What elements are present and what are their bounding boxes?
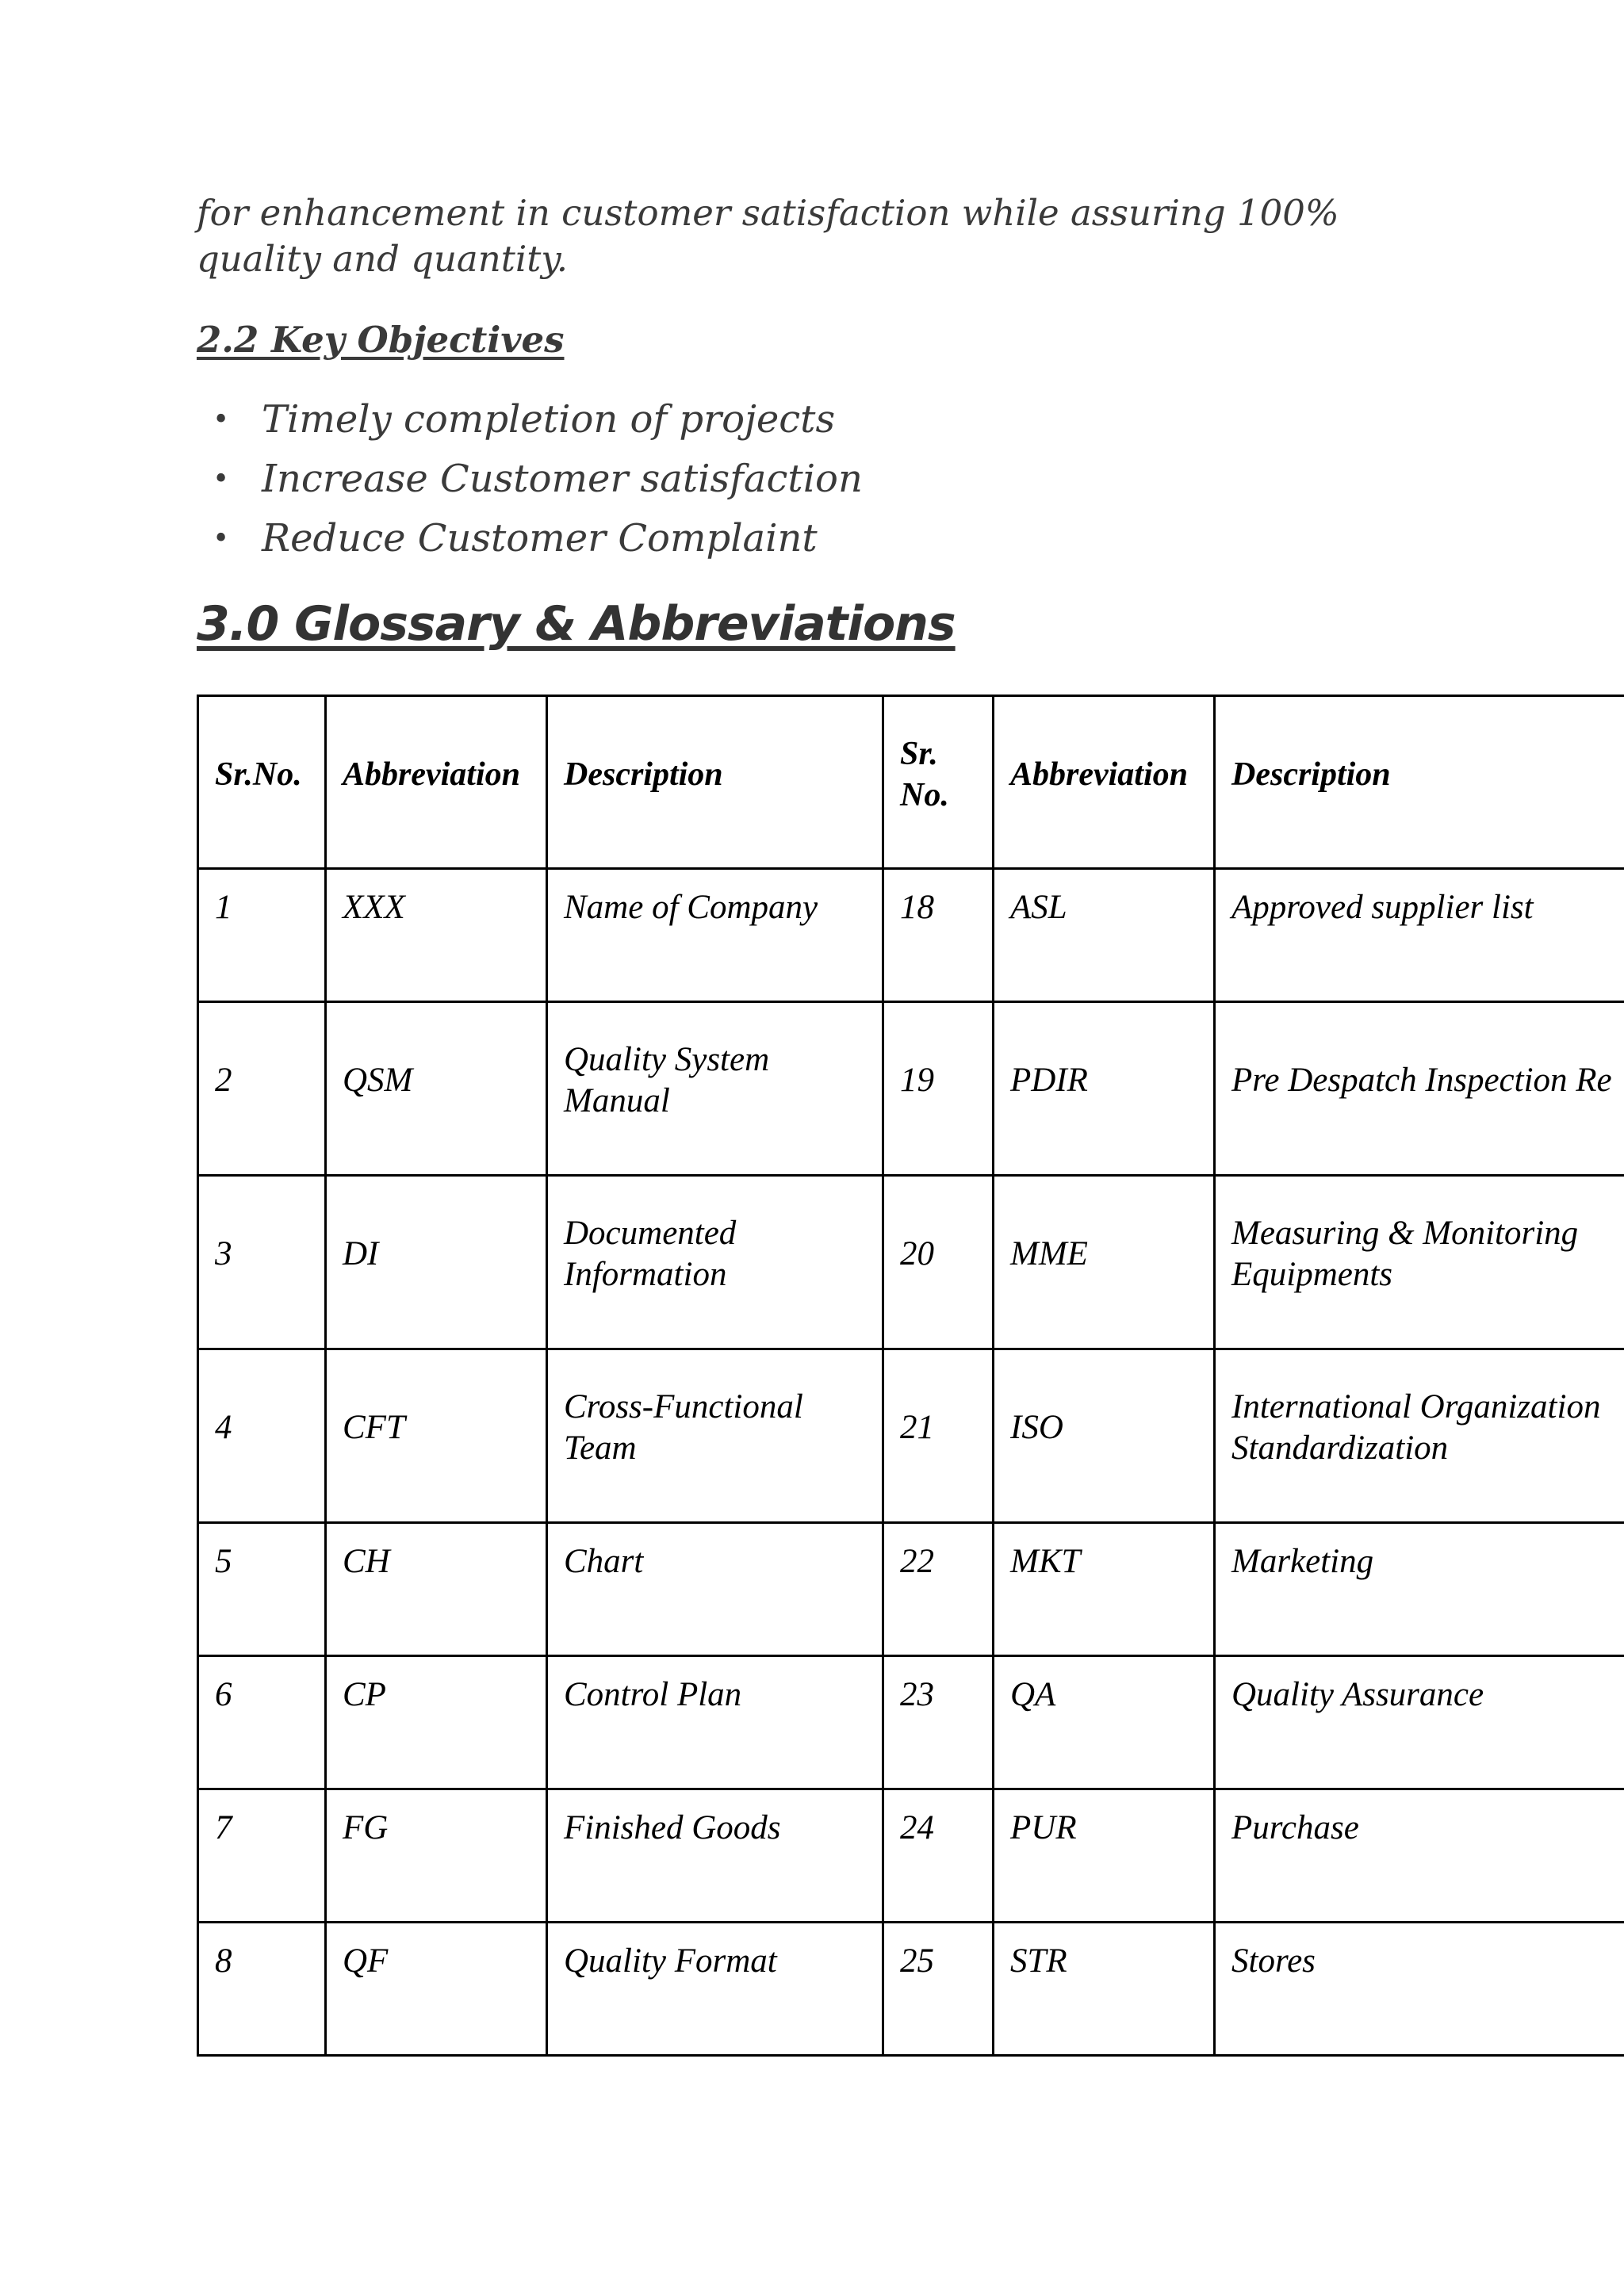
cell-sr-no: 8 (198, 1923, 326, 2056)
glossary-heading: 3.0 Glossary & Abbreviations (197, 596, 956, 652)
cell-description: Finished Goods (547, 1789, 883, 1923)
cell-abbreviation: QF (326, 1923, 547, 2056)
cell-sr-no: 1 (198, 869, 326, 1002)
cell-sr-no: 5 (198, 1523, 326, 1656)
cell-abbreviation-2: ISO (994, 1349, 1215, 1523)
cell-description-2: Measuring & Monitoring Equipments (1215, 1176, 1624, 1349)
cell-sr-no: 4 (198, 1349, 326, 1523)
cell-description: Quality System Manual (547, 1002, 883, 1176)
cell-sr-no-2: 19 (883, 1002, 994, 1176)
cell-description: Chart (547, 1523, 883, 1656)
bullet-icon: • (213, 463, 230, 496)
objective-text: Timely completion of projects (262, 397, 836, 442)
glossary-table-container (197, 695, 1624, 2058)
cell-sr-no-2: 25 (883, 1923, 994, 2056)
table-row (198, 1176, 1624, 1349)
objective-text: Reduce Customer Complaint (262, 516, 818, 561)
header-sr-no: Sr.No. (198, 696, 326, 869)
header-description-2: Description (1215, 696, 1624, 869)
cell-sr-no: 6 (198, 1656, 326, 1789)
cell-sr-no: 3 (198, 1176, 326, 1349)
cell-sr-no-2: 21 (883, 1349, 994, 1523)
header-description: Description (547, 696, 883, 869)
cell-abbreviation-2: STR (994, 1923, 1215, 2056)
table-row (198, 1349, 1624, 1523)
cell-sr-no: 7 (198, 1789, 326, 1923)
cell-abbreviation: FG (326, 1789, 547, 1923)
cell-sr-no-2: 20 (883, 1176, 994, 1349)
table-row (198, 1523, 1624, 1656)
table-row (198, 1923, 1624, 2056)
cell-abbreviation-2: PUR (994, 1789, 1215, 1923)
list-item (197, 390, 863, 450)
cell-abbreviation-2: MKT (994, 1523, 1215, 1656)
list-item (197, 509, 863, 568)
header-abbreviation: Abbreviation (326, 696, 547, 869)
table-header-row (198, 696, 1624, 869)
cell-description: Control Plan (547, 1656, 883, 1789)
cell-description: Cross-Functional Team (547, 1349, 883, 1523)
bullet-icon: • (213, 522, 230, 555)
cell-abbreviation: CP (326, 1656, 547, 1789)
cell-abbreviation-2: QA (994, 1656, 1215, 1789)
cell-description-2: Stores (1215, 1923, 1624, 2056)
cell-sr-no: 2 (198, 1002, 326, 1176)
table-row (198, 1002, 1624, 1176)
glossary-table (197, 695, 1624, 2057)
header-abbreviation-2: Abbreviation (994, 696, 1215, 869)
intro-paragraph: for enhancement in customer satisfaction while assuring 100% quality and quantity. (197, 192, 1339, 280)
cell-abbreviation-2: ASL (994, 869, 1215, 1002)
key-objectives-heading: 2.2 Key Objectives (197, 319, 565, 361)
cell-abbreviation: XXX (326, 869, 547, 1002)
table-row (198, 1656, 1624, 1789)
cell-description-2: Pre Despatch Inspection Re (1215, 1002, 1624, 1176)
objective-text: Increase Customer satisfaction (262, 457, 863, 501)
cell-abbreviation: DI (326, 1176, 547, 1349)
list-item (197, 450, 863, 509)
bullet-icon: • (213, 404, 230, 436)
header-sr-no-2: Sr. No. (883, 696, 994, 869)
cell-sr-no-2: 22 (883, 1523, 994, 1656)
cell-description-2: Quality Assurance (1215, 1656, 1624, 1789)
cell-sr-no-2: 18 (883, 869, 994, 1002)
cell-description: Name of Company (547, 869, 883, 1002)
cell-abbreviation: CH (326, 1523, 547, 1656)
cell-description: Quality Format (547, 1923, 883, 2056)
table-row (198, 1789, 1624, 1923)
cell-description-2: International Organization Standardization (1215, 1349, 1624, 1523)
cell-description-2: Purchase (1215, 1789, 1624, 1923)
cell-abbreviation-2: MME (994, 1176, 1215, 1349)
cell-abbreviation-2: PDIR (994, 1002, 1215, 1176)
cell-description-2: Marketing (1215, 1523, 1624, 1656)
table-row (198, 869, 1624, 1002)
cell-description-2: Approved supplier list (1215, 869, 1624, 1002)
cell-sr-no-2: 23 (883, 1656, 994, 1789)
key-objectives-list (197, 390, 863, 568)
cell-abbreviation: QSM (326, 1002, 547, 1176)
cell-sr-no-2: 24 (883, 1789, 994, 1923)
cell-description: Documented Information (547, 1176, 883, 1349)
cell-abbreviation: CFT (326, 1349, 547, 1523)
